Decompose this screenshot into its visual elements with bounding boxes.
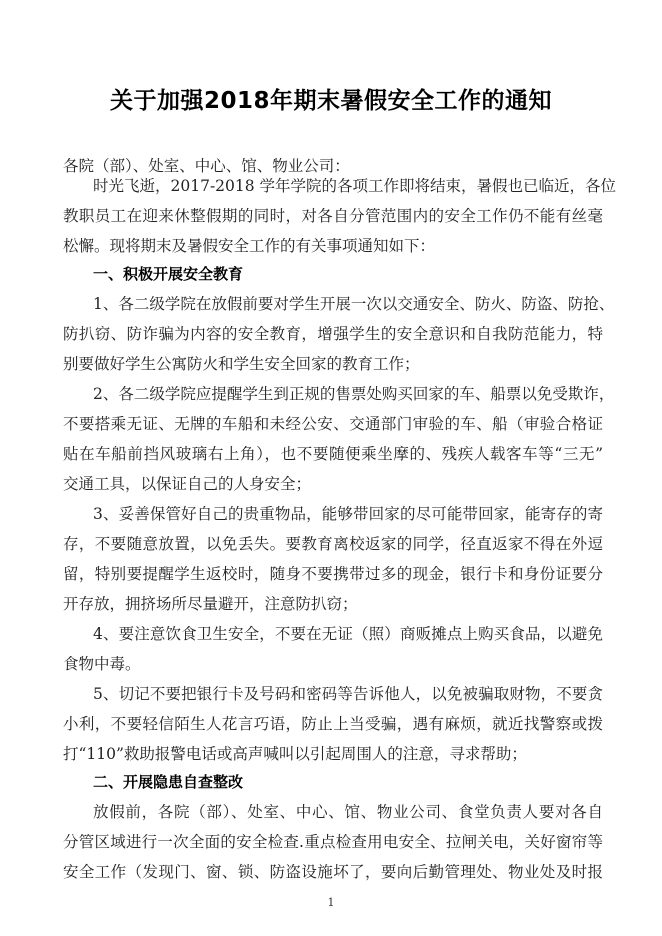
paragraph-line: 5、切记不要把银行卡及号码和密码等告诉他人，以免被骗取财物，不要贪 <box>93 685 603 703</box>
paragraph-line: 打“110”救助报警电话或高声喊叫以引起周围人的注意，寻求帮助； <box>63 745 527 763</box>
paragraph-line: 食物中毒。 <box>63 655 141 673</box>
paragraph-line: 时光飞逝，2017-2018 学年学院的各项工作即将结束，暑假也已临近，各位 <box>93 177 617 195</box>
document-title: 关于加强2018年期末暑假安全工作的通知 <box>109 88 552 114</box>
paragraph-line: 防扒窃、防诈骗为内容的安全教育，增强学生的安全意识和自我防范能力，特 <box>63 325 603 343</box>
page-number: 1 <box>327 896 335 909</box>
paragraph-line: 2、各二级学院应提醒学生到正规的售票处购买回家的车、船票以免受欺诈， <box>93 385 615 403</box>
section-heading: 二、开展隐患自查整改 <box>93 773 244 791</box>
salutation: 各院（部）、处室、中心、馆、物业公司： <box>63 157 350 175</box>
paragraph-line: 交通工具，以保证自己的人身安全； <box>63 475 312 493</box>
paragraph-line: 贴在车船前挡风玻璃右上角），也不要随便乘坐摩的、残疾人载客车等“三无” <box>63 445 603 463</box>
paragraph-line: 别要做好学生公寓防火和学生安全回家的教育工作； <box>63 355 420 373</box>
paragraph-line: 放假前，各院（部）、处室、中心、馆、物业公司、食堂负责人要对各自 <box>93 803 603 821</box>
paragraph-line: 小利，不要轻信陌生人花言巧语，防止上当受骗，遇有麻烦，就近找警察或拨 <box>63 715 603 733</box>
paragraph-line: 3、妥善保管好自己的贵重物品，能够带回家的尽可能带回家，能寄存的寄 <box>93 505 603 523</box>
paragraph-line: 4、要注意饮食卫生安全，不要在无证（照）商贩摊点上购买食品，以避免 <box>93 625 603 643</box>
paragraph-line: 松懈。现将期末及暑假安全工作的有关事项通知如下： <box>63 237 436 255</box>
paragraph-line: 存，不要随意放置，以免丢失。要教育离校返家的同学，径直返家不得在外逗 <box>63 535 603 553</box>
paragraph-line: 不要搭乘无证、无牌的车船和未经公安、交通部门审验的车、船（审验合格证 <box>63 415 603 433</box>
paragraph-line: 安全工作（发现门、窗、锁、防盗设施坏了，要向后勤管理处、物业处及时报 <box>63 863 603 881</box>
paragraph-line: 留，特别要提醒学生返校时，随身不要携带过多的现金，银行卡和身份证要分 <box>63 565 603 583</box>
paragraph-line: 开存放，拥挤场所尽量避开，注意防扒窃； <box>63 595 358 613</box>
paragraph-line: 分管区域进行一次全面的安全检查.重点检查用电安全、拉闸关电，关好窗帘等 <box>63 833 603 851</box>
paragraph-line: 1、各二级学院在放假前要对学生开展一次以交通安全、防火、防盗、防抢、 <box>93 295 615 313</box>
paragraph-line: 教职员工在迎来休整假期的同时，对各自分管范围内的安全工作仍不能有丝毫 <box>63 207 603 225</box>
section-heading: 一、积极开展安全教育 <box>93 265 244 283</box>
